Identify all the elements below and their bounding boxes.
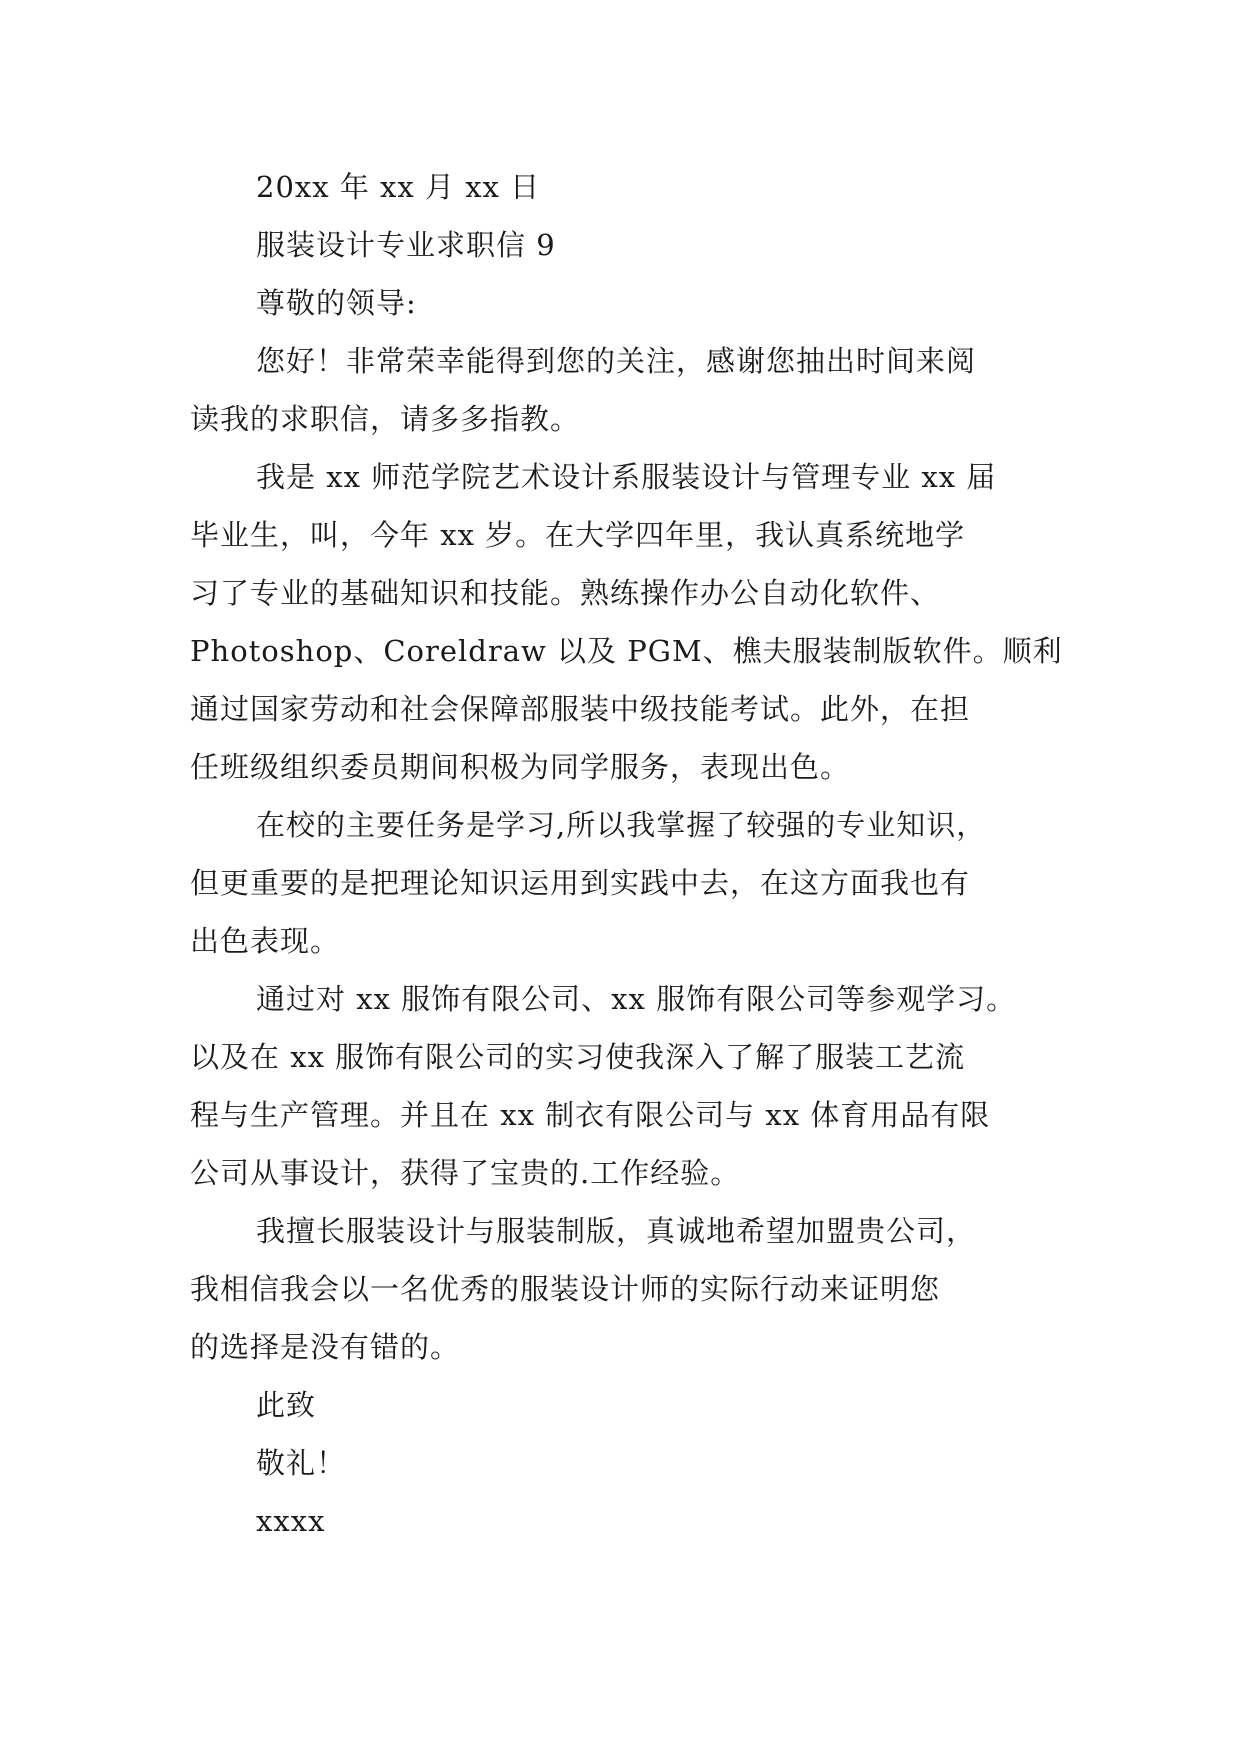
paragraph-line: 毕业生，叫，今年 xx 岁。在大学四年里，我认真系统地学 bbox=[190, 518, 966, 552]
paragraph-line: 程与生产管理。并且在 xx 制衣有限公司与 xx 体育用品有限 bbox=[190, 1098, 991, 1132]
paragraph-line: 习了专业的基础知识和技能。熟练操作办公自动化软件、 bbox=[190, 576, 941, 610]
paragraph-line: Photoshop、Coreldraw 以及 PGM、樵夫服装制版软件。顺利 bbox=[190, 634, 1063, 668]
letter-date: 20xx 年 xx 月 xx 日 bbox=[256, 170, 541, 204]
paragraph-line: 的选择是没有错的。 bbox=[190, 1330, 461, 1364]
paragraph-line: 任班级组织委员期间积极为同学服务，表现出色。 bbox=[190, 750, 851, 784]
paragraph-line: 通过国家劳动和社会保障部服装中级技能考试。此外，在担 bbox=[190, 692, 971, 726]
paragraph-line: 公司从事设计，获得了宝贵的.工作经验。 bbox=[190, 1156, 741, 1190]
paragraph-line: 在校的主要任务是学习,所以我掌握了较强的专业知识， bbox=[256, 808, 987, 842]
paragraph-line: 但更重要的是把理论知识运用到实践中去，在这方面我也有 bbox=[190, 866, 971, 900]
paragraph-line: 出色表现。 bbox=[190, 924, 341, 958]
paragraph-line: 我相信我会以一名优秀的服装设计师的实际行动来证明您 bbox=[190, 1272, 941, 1306]
paragraph-introduction bbox=[190, 448, 1070, 796]
paragraph-line: 以及在 xx 服饰有限公司的实习使我深入了解了服装工艺流 bbox=[190, 1040, 966, 1074]
signature: xxxx bbox=[256, 1504, 326, 1538]
letter-salutation: 尊敬的领导: bbox=[256, 286, 417, 320]
letter-title: 服装设计专业求职信 9 bbox=[256, 228, 556, 262]
paragraph-study bbox=[190, 796, 1070, 970]
paragraph-line: 您好！非常荣幸能得到您的关注，感谢您抽出时间来阅 bbox=[256, 344, 977, 378]
paragraph-greeting bbox=[190, 332, 1070, 448]
letter-body bbox=[190, 158, 1070, 1550]
paragraph-line: 我擅长服装设计与服装制版，真诚地希望加盟贵公司， bbox=[256, 1214, 977, 1248]
paragraph-line: 通过对 xx 服饰有限公司、xx 服饰有限公司等参观学习。 bbox=[256, 982, 1017, 1016]
paragraph-line: 我是 xx 师范学院艺术设计系服装设计与管理专业 xx 届 bbox=[256, 460, 997, 494]
paragraph-conclusion bbox=[190, 1202, 1070, 1376]
closing-salute: 敬礼！ bbox=[256, 1446, 347, 1480]
paragraph-experience bbox=[190, 970, 1070, 1202]
closing-regards: 此致 bbox=[256, 1388, 317, 1422]
paragraph-line: 读我的求职信，请多多指教。 bbox=[190, 402, 581, 436]
